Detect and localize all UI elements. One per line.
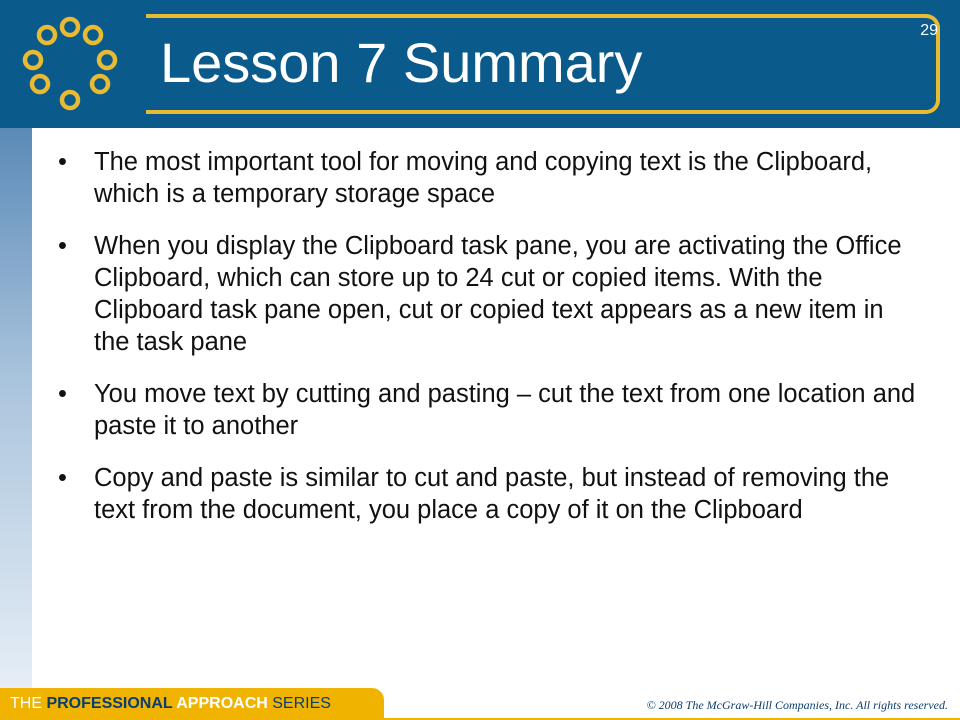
bullet-item: [58, 230, 918, 358]
bullet-list: [58, 146, 918, 546]
bullet-item: [58, 378, 918, 442]
bullet-text: The most important tool for moving and copying text is the Clipboard, which is a temporary storage space: [94, 148, 873, 208]
series-professional: PROFESSIONAL: [46, 695, 177, 712]
circle-ring-logo-icon: [10, 8, 130, 118]
bullet-dot: •: [58, 380, 67, 408]
copyright-notice: © 2008 The McGraw-Hill Companies, Inc. All rights reserved.: [646, 698, 948, 712]
series-approach: APPROACH: [176, 695, 268, 712]
bullet-dot: •: [58, 464, 67, 492]
footer: [0, 688, 960, 720]
side-gradient-strip: [0, 128, 32, 688]
bullet-text: Copy and paste is similar to cut and paste, but instead of removing the text from the document, you place a copy of it on the Clipboard: [94, 464, 890, 524]
series-name: [10, 695, 331, 713]
slide-title: Lesson 7 Summary: [160, 31, 643, 94]
series-tab: [0, 688, 384, 720]
bullet-text: When you display the Clipboard task pane, you are activating the Office Clipboard, which can store up to 24 cut or copied items. With the Clipboard task pane open, cut or copied text appears as a new item in the task pane: [94, 232, 902, 356]
bullet-item: [58, 146, 918, 210]
slide-number: 29: [920, 22, 938, 39]
series-the: THE: [10, 695, 47, 712]
bullet-text: You move text by cutting and pasting – cut the text from one location and paste it to another: [94, 380, 916, 440]
series-series: SERIES: [267, 695, 331, 712]
bullet-item: [58, 462, 918, 526]
bullet-dot: •: [58, 148, 67, 176]
bullet-dot: •: [58, 232, 67, 260]
